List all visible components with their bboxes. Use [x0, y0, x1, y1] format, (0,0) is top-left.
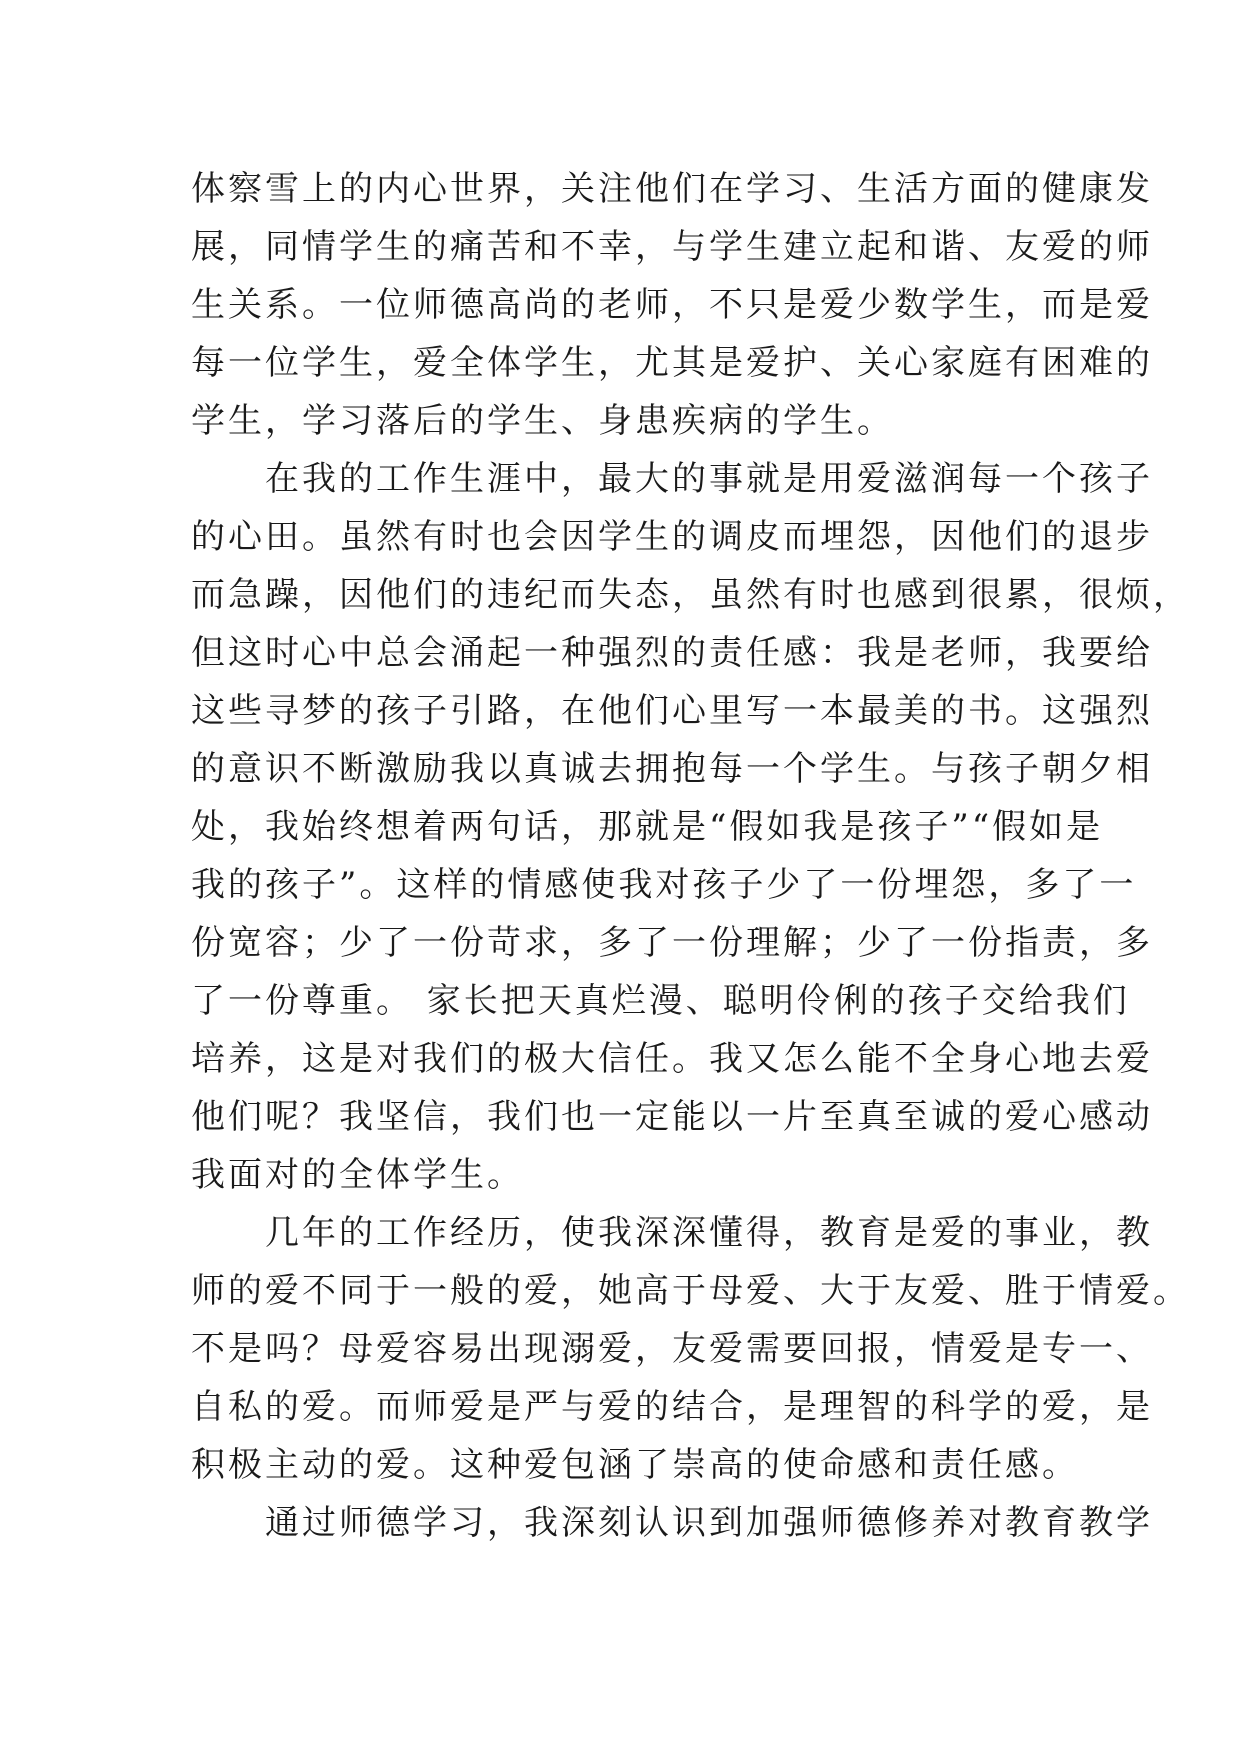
text-line: 体察雪上的内心世界，关注他们在学习、生活方面的健康发	[191, 169, 1153, 209]
text-line: 这些寻梦的孩子引路，在他们心里写一本最美的书。这强烈	[191, 691, 1153, 731]
text-line: 展，同情学生的痛苦和不幸，与学生建立起和谐、友爱的师	[191, 227, 1153, 267]
text-line: 不是吗？母爱容易出现溺爱，友爱需要回报，情爱是专一、	[191, 1329, 1153, 1369]
paragraph-first-line: 在我的工作生涯中，最大的事就是用爱滋润每一个孩子	[265, 459, 1153, 499]
text-line: 生关系。一位师德高尚的老师，不只是爱少数学生，而是爱	[191, 285, 1153, 325]
text-line: 的意识不断激励我以真诚去拥抱每一个学生。与孩子朝夕相	[191, 749, 1153, 789]
text-line: 处，我始终想着两句话，那就是“假如我是孩子”“假如是	[191, 807, 1104, 847]
paragraph-first-line: 通过师德学习，我深刻认识到加强师德修养对教育教学	[265, 1503, 1153, 1543]
text-line: 学生，学习落后的学生、身患疾病的学生。	[191, 401, 894, 441]
text-line: 积极主动的爱。这种爱包涵了崇高的使命感和责任感。	[191, 1445, 1079, 1485]
paragraph-first-line: 几年的工作经历，使我深深懂得，教育是爱的事业，教	[265, 1213, 1153, 1253]
text-line: 自私的爱。而师爱是严与爱的结合，是理智的科学的爱，是	[191, 1387, 1153, 1427]
text-line: 我的孩子”。这样的情感使我对孩子少了一份埋怨，多了一	[191, 865, 1137, 905]
text-line: 培养，这是对我们的极大信任。我又怎么能不全身心地去爱	[191, 1039, 1153, 1079]
text-line: 了一份尊重。 家长把天真烂漫、聪明伶俐的孩子交给我们	[191, 981, 1130, 1021]
text-line: 的心田。虽然有时也会因学生的调皮而埋怨，因他们的退步	[191, 517, 1153, 557]
document-body	[191, 160, 1190, 1552]
text-line: 而急躁，因他们的违纪而失态，虽然有时也感到很累，很烦，	[191, 575, 1190, 615]
text-line: 他们呢？我坚信，我们也一定能以一片至真至诚的爱心感动	[191, 1097, 1153, 1137]
text-line: 但这时心中总会涌起一种强烈的责任感：我是老师，我要给	[191, 633, 1153, 673]
text-line: 份宽容；少了一份苛求，多了一份理解；少了一份指责，多	[191, 923, 1153, 963]
text-line: 每一位学生，爱全体学生，尤其是爱护、关心家庭有困难的	[191, 343, 1153, 383]
text-line: 我面对的全体学生。	[191, 1155, 524, 1195]
text-line: 师的爱不同于一般的爱，她高于母爱、大于友爱、胜于情爱。	[191, 1271, 1190, 1311]
